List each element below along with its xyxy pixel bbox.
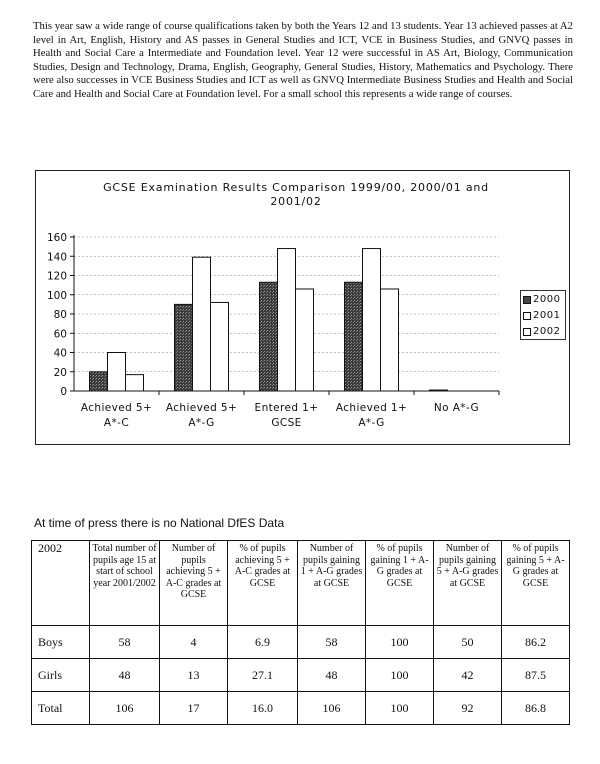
table-cell: Girls — [32, 659, 90, 692]
table-header: Total number of pupils age 15 at start of school year 2001/2002 — [90, 541, 160, 626]
results-chart — [35, 170, 570, 445]
bar-2002 — [296, 289, 314, 391]
table-cell: 13 — [160, 659, 228, 692]
table-cell: 50 — [434, 626, 502, 659]
table-cell: 100 — [366, 626, 434, 659]
y-tick-label: 40 — [53, 347, 67, 360]
legend-item-2001 — [521, 308, 565, 323]
table-cell: 106 — [298, 692, 366, 725]
chart-legend — [520, 290, 566, 340]
table-cell: 106 — [90, 692, 160, 725]
x-tick-label: A*-G — [358, 417, 385, 429]
table-cell: 4 — [160, 626, 228, 659]
legend-swatch-2000 — [523, 296, 531, 304]
y-tick-label: 160 — [46, 232, 67, 244]
table-header-year: 2002 — [32, 541, 90, 626]
chart-title: GCSE Examination Results Comparison 1999/00, 2000/01 and 2001/02 — [103, 181, 489, 208]
table-cell: 48 — [90, 659, 160, 692]
chart-plot — [36, 171, 569, 444]
bar-2002 — [126, 375, 144, 391]
legend-swatch-2001 — [523, 312, 531, 320]
table-row — [32, 692, 570, 725]
legend-label-2001: 2001 — [533, 310, 561, 321]
intro-paragraph: This year saw a wide range of course qualifications taken by both the Years 12 and 13 students. Year 13 achieved passes at A2 level in Art, English, History and AS passes in General Studies and ICT, VCE in Business Studies, and GNVQ passes in Health and Social Care a Intermediate and Foundation level. Year 12 were successful in AS Art, Biology, Communication Studies, Design and Technology, Drama, English, Geography, General Studies, History, Mathematics and Psychology. There were also successes in VCE Business Studies and ICT as well as GNVQ Intermediate Business Studies and Health and Social Care and Health and Social Care at Foundation level. For a small school this represents a wide range of courses. — [33, 20, 573, 100]
y-tick-label: 100 — [46, 289, 67, 302]
y-tick-label: 120 — [46, 270, 67, 283]
table-header-row — [32, 541, 570, 626]
bar-2000 — [430, 390, 448, 391]
x-tick-label: Achieved 5+ — [80, 402, 153, 414]
table-header: Number of pupils gaining 5 + A-G grades at GCSE — [434, 541, 502, 626]
table-row — [32, 626, 570, 659]
legend-swatch-2002 — [523, 328, 531, 336]
bar-2000 — [90, 372, 108, 391]
legend-label-2002: 2002 — [533, 326, 561, 337]
table-header: Number of pupils gaining 1 + A-G grades at GCSE — [298, 541, 366, 626]
bar-2001 — [193, 257, 211, 391]
table-cell: 100 — [366, 692, 434, 725]
table-cell: 58 — [90, 626, 160, 659]
table-cell: 92 — [434, 692, 502, 725]
x-tick-label: No A*-G — [433, 402, 480, 414]
table-cell: Total — [32, 692, 90, 725]
bar-2002 — [211, 302, 229, 391]
table-header: % of pupils gaining 5 + A-G grades at GCSE — [502, 541, 570, 626]
bar-2000 — [175, 304, 193, 391]
legend-label-2000: 2000 — [533, 294, 561, 305]
bar-2000 — [260, 282, 278, 391]
y-tick-label: 20 — [53, 366, 67, 379]
table-cell: 86.2 — [502, 626, 570, 659]
bar-2000 — [345, 282, 363, 391]
y-tick-label: 60 — [53, 328, 67, 341]
bar-2001 — [108, 353, 126, 392]
y-tick-label: 0 — [60, 386, 67, 398]
results-table — [31, 540, 570, 725]
bar-2001 — [363, 249, 381, 391]
table-cell: 16.0 — [228, 692, 298, 725]
table-cell: 100 — [366, 659, 434, 692]
bar-2002 — [381, 289, 399, 391]
x-tick-label: A*-C — [103, 417, 130, 429]
legend-item-2000 — [521, 292, 565, 307]
x-tick-label: Achieved 5+ — [165, 402, 238, 414]
table-cell: 87.5 — [502, 659, 570, 692]
y-tick-label: 140 — [46, 251, 67, 264]
table-header: % of pupils gaining 1 + A-G grades at GCSE — [366, 541, 434, 626]
x-tick-label: A*-G — [188, 417, 215, 429]
table-cell: Boys — [32, 626, 90, 659]
table-header: % of pupils achieving 5 + A-C grades at GCSE — [228, 541, 298, 626]
x-tick-label: Entered 1+ — [254, 402, 319, 414]
table-cell: 27.1 — [228, 659, 298, 692]
y-tick-label: 80 — [53, 309, 67, 321]
table-header: Number of pupils achieving 5 + A-C grades at GCSE — [160, 541, 228, 626]
table-cell: 58 — [298, 626, 366, 659]
table-cell: 48 — [298, 659, 366, 692]
table-cell: 6.9 — [228, 626, 298, 659]
legend-item-2002 — [521, 324, 565, 339]
x-tick-label: GCSE — [271, 417, 302, 429]
table-row — [32, 659, 570, 692]
x-tick-label: Achieved 1+ — [335, 402, 408, 414]
dfes-note: At time of press there is no National DfES Data — [34, 516, 285, 530]
table-cell: 86.8 — [502, 692, 570, 725]
table-cell: 42 — [434, 659, 502, 692]
table-cell: 17 — [160, 692, 228, 725]
bar-2001 — [278, 249, 296, 391]
